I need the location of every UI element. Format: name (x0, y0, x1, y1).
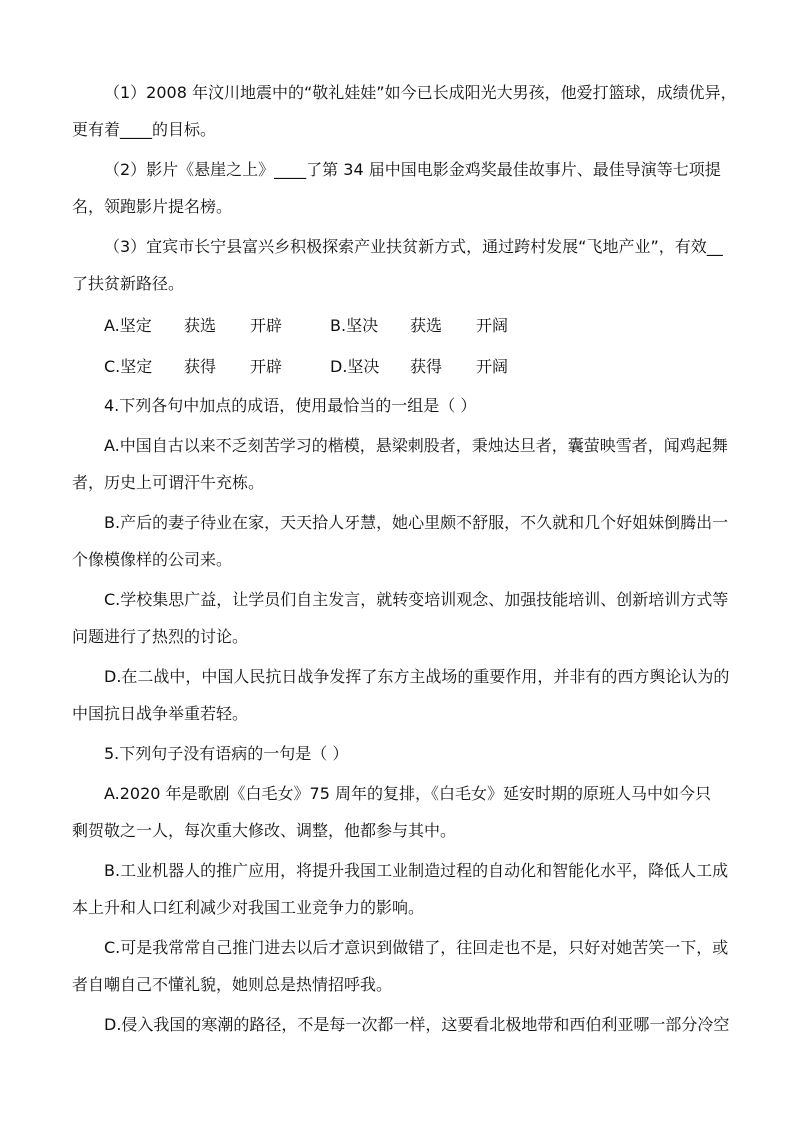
q5-option-a-line-2: 剩贺敬之一人，每次重大修改、调整，他都参与其中。 (72, 821, 457, 840)
q3-option-d-word-3: 开阔 (476, 357, 509, 376)
q3-option-row-1 (104, 305, 754, 346)
q4-stem (104, 387, 754, 424)
q3-option-b: B.坚决 (330, 316, 379, 335)
q3-option-a: A.坚定 (104, 316, 152, 335)
q4-option-d-line-1: D.在二战中，中国人民抗日战争发挥了东方主战场的重要作用，并非有的西方舆论认为的 (104, 667, 730, 686)
q5-option-b (72, 852, 754, 926)
q3-item-2-line-1: （2）影片《悬崖之上》____了第 34 届中国电影金鸡奖最佳故事片、最佳导演等七项提 (104, 160, 721, 179)
q4-option-c (72, 581, 754, 655)
q4-option-a (72, 427, 754, 501)
q5-option-b-line-1: B.工业机器人的推广应用，将提升我国工业制造过程的自动化和智能化水平，降低人工成 (104, 861, 729, 880)
q3-item-3-line-2: 了扶贫新路径。 (72, 274, 185, 293)
q4-option-a-line-2: 者，历史上可谓汗牛充栋。 (72, 473, 265, 492)
q4-option-a-line-1: A.中国自古以来不乏刻苦学习的楷模，悬梁刺股者，秉烛达旦者，囊萤映雪者，闻鸡起舞 (104, 436, 728, 455)
q3-option-row-2 (104, 346, 754, 387)
q3-option-b-word-3: 开阔 (476, 316, 509, 335)
q3-option-c-word-2: 获得 (184, 357, 217, 376)
q5-option-d (104, 1006, 754, 1043)
q5-option-a-line-1: A.2020 年是歌剧《白毛女》75 周年的复排，《白毛女》延安时期的原班人马中如今只 (104, 784, 712, 803)
q3-option-a-word-3: 开辟 (250, 316, 283, 335)
q4-stem-text: 4.下列各句中加点的成语，使用最恰当的一组是（ ） (104, 396, 477, 415)
q5-option-c-line-1: C.可是我常常自己推门进去以后才意识到做错了，往回走也不是，只好对她苦笑一下，或 (104, 938, 729, 957)
q3-options (104, 305, 754, 387)
q3-item-2 (72, 151, 754, 225)
q5-option-c-line-2: 者自嘲自己不懂礼貌，她则总是热情招呼我。 (72, 975, 393, 994)
q3-option-c: C.坚定 (104, 357, 153, 376)
q5-option-c (72, 929, 754, 1003)
q3-item-3 (72, 228, 754, 302)
q5-stem-text: 5.下列句子没有语病的一句是（ ） (104, 744, 349, 763)
q4-option-c-line-2: 问题进行了热烈的讨论。 (72, 627, 249, 646)
q3-option-d: D.坚决 (330, 357, 380, 376)
q3-option-b-word-2: 获选 (410, 316, 443, 335)
q3-option-c-word-3: 开辟 (250, 357, 283, 376)
q5-option-d-line-1: D.侵入我国的寒潮的路径，不是每一次都一样，这要看北极地带和西伯利亚哪一部分冷空 (104, 1015, 730, 1034)
q4-option-b-line-2: 个像模像样的公司来。 (72, 550, 233, 569)
q3-item-3-line-1: （3）宜宾市长宁县富兴乡积极探索产业扶贫新方式，通过跨村发展“飞地产业”，有效__ (104, 237, 723, 256)
q5-stem (104, 735, 754, 772)
q3-item-1-line-1: （1）2008 年汶川地震中的“敬礼娃娃”如今已长成阳光大男孩，他爱打篮球，成绩优异， (104, 83, 737, 102)
q5-option-b-line-2: 本上升和人口红利减少对我国工业竞争力的影响。 (72, 898, 425, 917)
q3-option-d-word-2: 获得 (410, 357, 443, 376)
q3-option-a-word-2: 获选 (184, 316, 217, 335)
q4-option-d (72, 658, 754, 732)
q4-option-b (72, 504, 754, 578)
q4-option-b-line-1: B.产后的妻子待业在家，天天拾人牙慧，她心里颇不舒服，不久就和几个好姐妹倒腾出一 (104, 513, 729, 532)
q3-item-1-line-2: 更有着____的目标。 (72, 120, 217, 139)
q3-item-1 (72, 74, 754, 148)
q3-item-2-line-2: 名，领跑影片提名榜。 (72, 197, 233, 216)
q4-option-d-line-2: 中国抗日战争举重若轻。 (72, 704, 249, 723)
q4-option-c-line-1: C.学校集思广益，让学员们自主发言，就转变培训观念、加强技能培训、创新培训方式等 (104, 590, 729, 609)
q5-option-a (72, 775, 754, 849)
